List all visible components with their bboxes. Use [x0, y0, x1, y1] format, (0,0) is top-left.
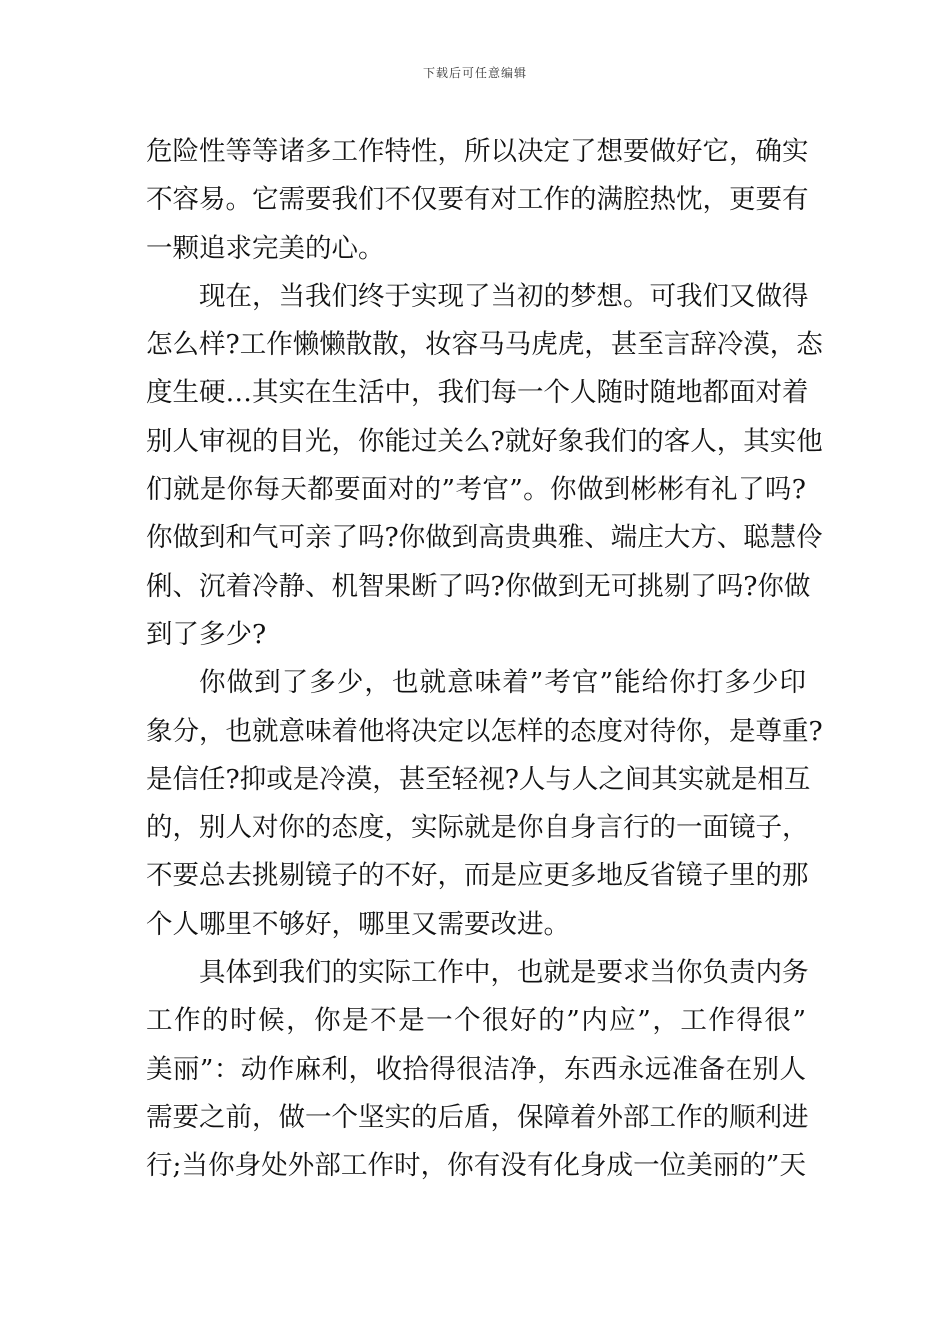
text-line: 行;当你身处外部工作时，你有没有化身成一位美丽的”天 — [146, 1150, 806, 1182]
text-line: 现在，当我们终于实现了当初的梦想。可我们又做得 — [199, 280, 809, 312]
text-line: 不容易。它需要我们不仅要有对工作的满腔热忱，更要有 — [146, 184, 809, 216]
text-line: 危险性等等诸多工作特性，所以决定了想要做好它，确实 — [146, 136, 809, 167]
text-line: 一颗追求完美的心。 — [146, 232, 385, 264]
text-line: 美丽”：动作麻利，收拾得很洁净，东西永远准备在别人 — [146, 1053, 806, 1085]
page-header: 下载后可任意编辑 — [422, 66, 527, 80]
text-line: 怎么样?工作懒懒散散，妆容马马虎虎，甚至言辞冷漠，态 — [146, 329, 823, 361]
text-line: 到了多少? — [146, 618, 267, 650]
paragraph-4 — [146, 949, 809, 1190]
text-line: 需要之前，做一个坚实的后盾，保障着外部工作的顺利进 — [146, 1101, 809, 1133]
paragraph-1 — [146, 128, 809, 273]
text-line: 度生硬…其实在生活中，我们每一个人随时随地都面对着 — [146, 377, 809, 409]
text-line: 俐、沉着冷静、机智果断了吗?你做到无可挑剔了吗?你做 — [146, 570, 811, 602]
text-line: 你做到和气可亲了吗?你做到高贵典雅、端庄大方、聪慧伶 — [146, 522, 823, 554]
text-line: 象分，也就意味着他将决定以怎样的态度对待你，是尊重? — [146, 715, 823, 747]
text-line: 不要总去挑剔镜子的不好，而是应更多地反省镜子里的那 — [146, 860, 809, 892]
text-line: 别人审视的目光，你能过关么?就好象我们的客人，其实他 — [146, 425, 823, 457]
paragraph-3 — [146, 659, 823, 949]
text-line: 是信任?抑或是冷漠，甚至轻视?人与人之间其实就是相互 — [146, 763, 811, 795]
paragraph-2 — [146, 273, 823, 659]
text-line: 工作的时候，你是不是一个很好的”内应”，工作得很” — [146, 1005, 806, 1037]
document-body — [146, 128, 823, 1191]
text-line: 你做到了多少，也就意味着”考官”能给你打多少印 — [199, 667, 806, 699]
text-line: 们就是你每天都要面对的”考官”。你做到彬彬有礼了吗? — [146, 474, 806, 506]
text-line: 具体到我们的实际工作中，也就是要求当你负责内务 — [199, 957, 809, 989]
text-line: 的，别人对你的态度，实际就是你自身言行的一面镜子， — [146, 812, 809, 844]
text-line: 个人哪里不够好，哪里又需要改进。 — [146, 908, 570, 940]
